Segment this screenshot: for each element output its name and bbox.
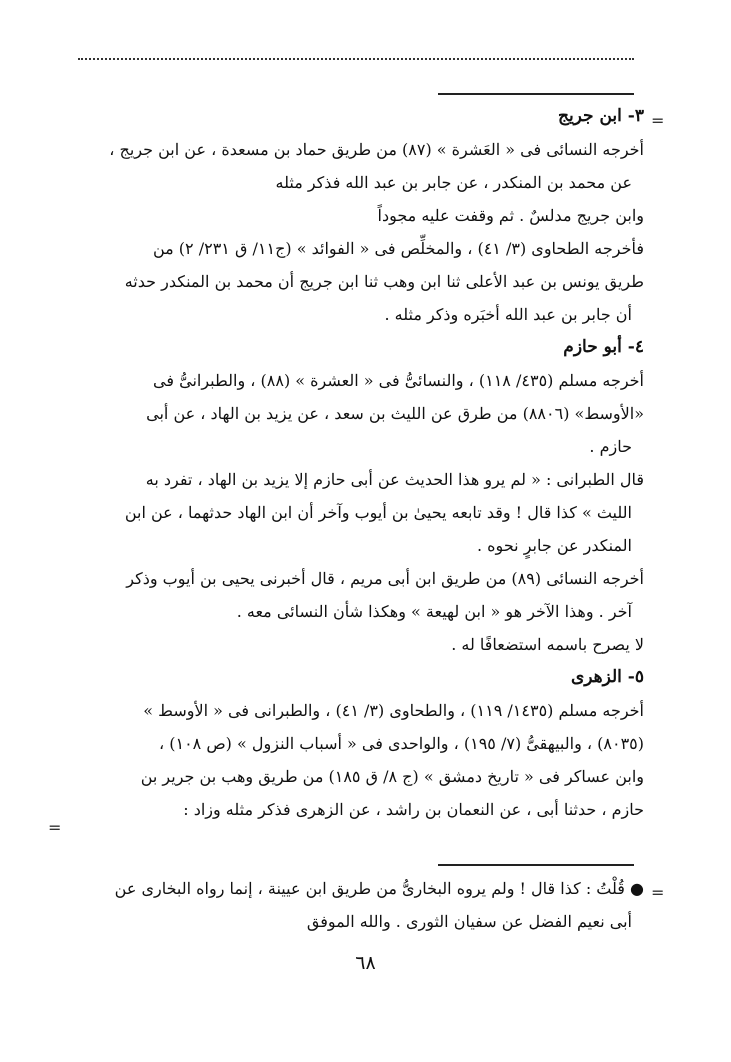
section-heading: ٥- الزهرى: [570, 667, 644, 687]
text-line: عن محمد بن المنكدر ، عن جابر بن عبد الله فذكر مثله: [275, 173, 632, 192]
footnote-rule: [438, 864, 634, 866]
text-line: أخرجه مسلم (١٤٣٥/ ١١٩) ، والطحاوى (٣/ ٤١) ، والطبرانى فى « الأوسط »: [143, 701, 644, 720]
text-line: الليث » كذا قال ! وقد تابعه يحيىٰ بن أيوب وآخر أن ابن الهاد حدثهما ، عن ابن: [124, 503, 632, 522]
text-line: قال الطبرانى : « لم يرو هذا الحديث عن أبى حازم إلا يزيد بن الهاد ، تفرد به: [145, 470, 644, 489]
top-dotted-divider: [78, 58, 634, 60]
text-line: أخرجه مسلم (٤٣٥/ ١١٨) ، والنسائىُّ فى « العشرة » (٨٨) ، والطبرانىُّ فى: [153, 371, 644, 390]
section-heading: ٤- أبو حازم: [563, 337, 644, 357]
top-rule: [438, 93, 634, 95]
text-line: حازم ، حدثنا أبى ، عن النعمان بن راشد ، عن الزهرى فذكر مثله وزاد :: [183, 800, 644, 819]
text-line: لا يصرح باسمه استضعافًا له .: [451, 635, 644, 654]
text-line: (٨٠٣٥) ، والبيهقىُّ (٧/ ١٩٥) ، والواحدى فى « أسباب النزول » (ص ١٠٨) ،: [158, 734, 644, 753]
text-line: أخرجه النسائى فى « العَشرة » (٨٧) من طريق حماد بن مسعدة ، عن ابن جريج ،: [109, 140, 644, 159]
text-line: وابن جريج مدلسٌ . ثم وقفت عليه مجوداً: [377, 206, 644, 225]
text-line: أخرجه النسائى (٨٩) من طريق ابن أبى مريم ، قال أخبرنى يحيى بن أيوب وذكر: [126, 569, 644, 588]
text-line: المنكدر عن جابرٍ نحوه .: [477, 536, 632, 555]
footnote: [64, 872, 644, 938]
margin-mark-middle: =: [48, 818, 62, 837]
text-line: حازم .: [589, 437, 632, 456]
text-line: طريق يونس بن عبد الأعلى ثنا ابن وهب ثنا ابن جريج أن محمد بن المنكدر حدثه: [124, 272, 644, 291]
text-line: فأخرجه الطحاوى (٣/ ٤١) ، والمخلِّص فى « الفوائد » (ج١١/ ق ٢٣١/ ٢) من: [152, 239, 644, 258]
main-text: [64, 100, 644, 826]
text-line: آخر . وهذا الآخر هو « ابن لهيعة » وهكذا شأن النسائى معه .: [236, 602, 632, 621]
footnote-line: ● قُلْتُ : كذا قال ! ولم يروه البخارىُّ من طريق ابن عيينة ، إنما رواه البخارى عن: [114, 879, 644, 898]
margin-mark-bottom: =: [651, 883, 665, 902]
page-number: ٦٨: [355, 952, 376, 974]
text-line: أن جابر بن عبد الله أخبَره وذكر مثله .: [384, 305, 632, 324]
text-line: وابن عساكر فى « تاريخ دمشق » (ج ٨/ ق ١٨٥) من طريق وهب بن جرير بن: [140, 767, 644, 786]
margin-mark-top: =: [651, 111, 665, 130]
footnote-line: أبى نعيم الفضل عن سفيان الثورى . والله الموفق: [306, 912, 632, 931]
text-line: «الأوسط» (٨٨٠٦) من طرق عن الليث بن سعد ، عن يزيد بن الهاد ، عن أبى: [146, 404, 644, 423]
section-heading: ٣- ابن جريج: [557, 106, 644, 126]
